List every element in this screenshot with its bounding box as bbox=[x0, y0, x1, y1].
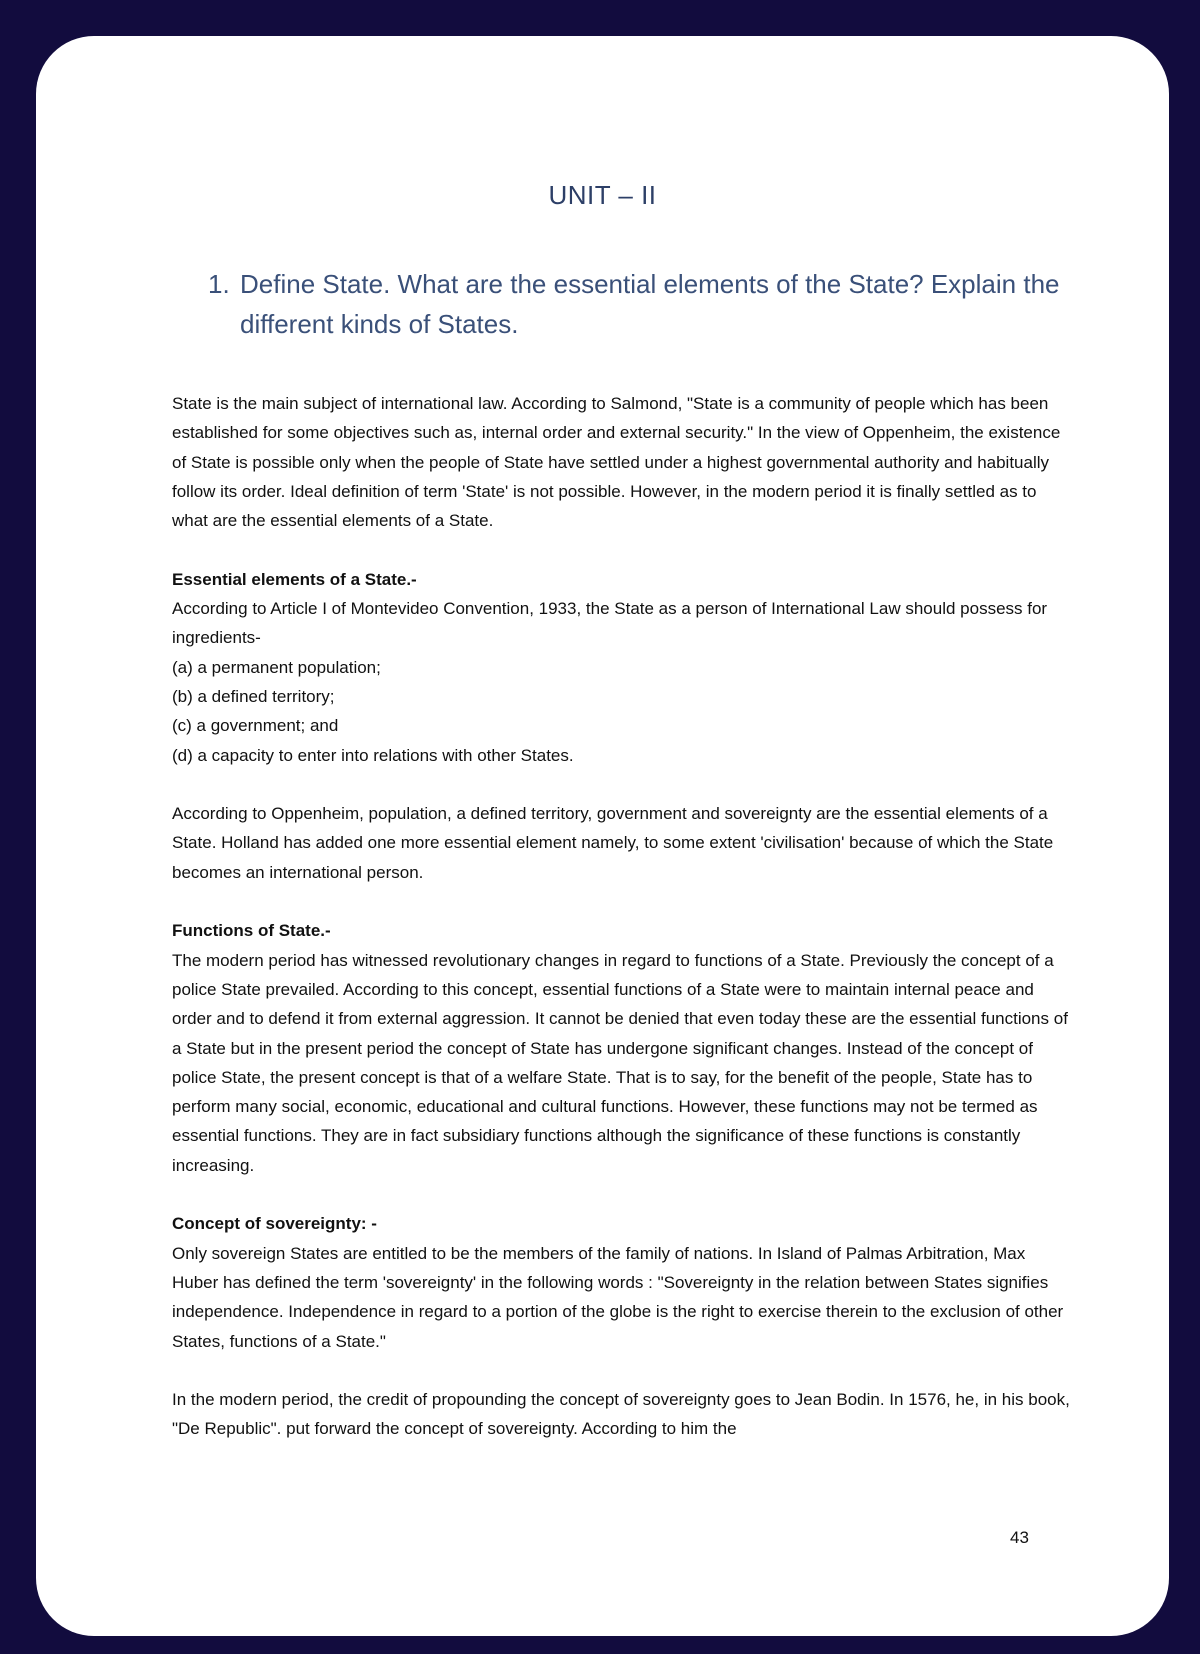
section-heading-functions: Functions of State.- bbox=[172, 921, 331, 941]
question-number: 1. bbox=[208, 269, 230, 299]
list-item: (b) a defined territory; bbox=[172, 686, 335, 706]
page-number: 43 bbox=[1010, 1528, 1029, 1547]
unit-title: UNIT – II bbox=[548, 180, 657, 210]
essential-elements-list bbox=[172, 653, 1072, 770]
intro-paragraph: State is the main subject of international law. According to Salmond, "State is a community of people which has been established for some objectives such as, internal order and external security." In the view of Oppenheim, the existence of State is possible only when the people of State have settled under a highest governmental authority and habitually follow its order. Ideal definition of term 'State' is not possible. However, in the modern period it is finally settled as to what are the essential elements of a State. bbox=[172, 394, 1061, 531]
list-item: (a) a permanent population; bbox=[172, 657, 381, 677]
section-heading-essential-elements: Essential elements of a State.- bbox=[172, 569, 417, 589]
functions-paragraph: The modern period has witnessed revolutionary changes in regard to functions of a State. Previously the concept of a police State prevailed. According to this concept, essential functions of a State were to maintain internal peace and order and to defend it from external aggression. It cannot be denied that even today these are the essential functions of a State but in the present period the concept of State has undergone significant changes. Instead of the concept of police State, the present concept is that of a welfare State. That is to say, for the benefit of the people, State has to perform many social, economic, educational and cultural functions. However, these functions may not be termed as essential functions. They are in fact subsidiary functions although the significance of these functions is constantly increasing. bbox=[172, 950, 1068, 1175]
list-item: (c) a government; and bbox=[172, 716, 339, 736]
document-page bbox=[36, 36, 1169, 1636]
oppenheim-paragraph: According to Oppenheim, population, a defined territory, government and sovereignty are the essential elements of a State. Holland has added one more essential element namely, to some extent 'civilisation' because of which the State becomes an international person. bbox=[172, 804, 1054, 882]
list-item: (d) a capacity to enter into relations with other States. bbox=[172, 745, 574, 765]
question-text: Define State. What are the essential elements of the State? Explain the different kinds of States. bbox=[240, 269, 1060, 339]
document-body bbox=[172, 389, 1072, 1473]
section-heading-sovereignty: Concept of sovereignty: - bbox=[172, 1214, 377, 1234]
question-heading bbox=[208, 264, 1088, 344]
essential-elements-lead: According to Article I of Montevideo Convention, 1933, the State as a person of International Law should possess for ingredients- bbox=[172, 599, 1048, 648]
bodin-paragraph: In the modern period, the credit of propounding the concept of sovereignty goes to Jean Bodin. In 1576, he, in his book, "De Republic". put forward the concept of sovereignty. According to him the bbox=[172, 1390, 1070, 1439]
sovereignty-paragraph: Only sovereign States are entitled to be the members of the family of nations. In Island of Palmas Arbitration, Max Huber has defined the term 'sovereignty' in the following words : "Sovereignty in the relation between States signifies independence. Independence in regard to a portion of the globe is the right to exercise therein to the exclusion of other States, functions of a State." bbox=[172, 1243, 1064, 1351]
